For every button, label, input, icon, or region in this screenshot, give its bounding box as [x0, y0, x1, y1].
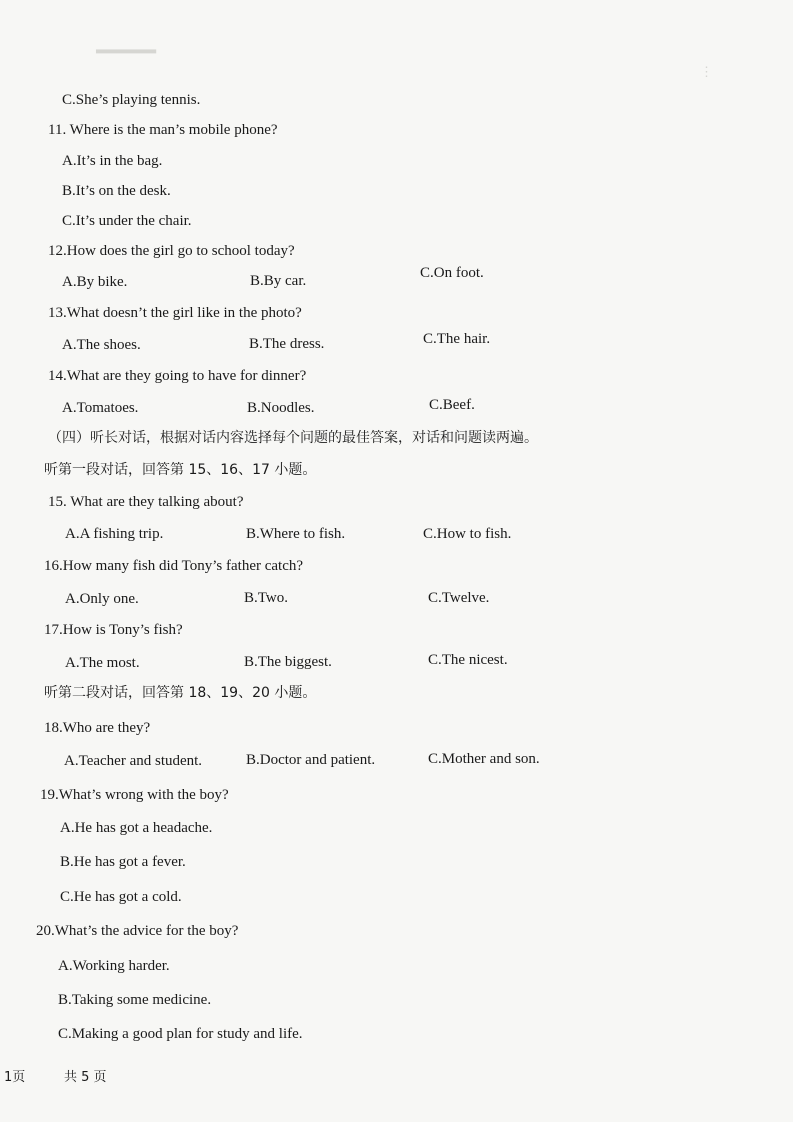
q14-option-a: A.Tomatoes.	[62, 400, 139, 416]
q19-option-a: A.He has got a headache.	[60, 820, 213, 836]
q16-option-b: B.Two.	[244, 590, 288, 606]
q17-option-a: A.The most.	[65, 655, 140, 671]
q12-option-b: B.By car.	[250, 273, 307, 289]
q11-option-b: B.It’s on the desk.	[62, 183, 171, 199]
question-15: 15. What are they talking about?	[48, 494, 244, 510]
q13-option-b: B.The dress.	[249, 336, 325, 352]
q11-option-c: C.It’s under the chair.	[62, 213, 192, 229]
q13-option-c: C.The hair.	[423, 331, 491, 347]
page-total: 共 5 页	[64, 1070, 107, 1085]
q15-option-a: A.A fishing trip.	[65, 526, 164, 542]
q16-option-a: A.Only one.	[65, 591, 139, 607]
q18-option-b: B.Doctor and patient.	[246, 752, 376, 768]
q14-option-b: B.Noodles.	[247, 400, 315, 416]
page-number: 1页	[4, 1070, 26, 1085]
q20-option-b: B.Taking some medicine.	[58, 992, 212, 1008]
bleed-through-mark: ▂▂▂▂▂▂	[96, 38, 156, 53]
q15-option-b: B.Where to fish.	[246, 526, 346, 542]
section-4-heading: （四）听长对话，根据对话内容选择每个问题的最佳答案，对话和问题读两遍。	[48, 430, 538, 446]
q15-option-c: C.How to fish.	[423, 526, 512, 542]
question-14: 14.What are they going to have for dinner?	[48, 368, 307, 384]
q12-option-a: A.By bike.	[62, 274, 128, 290]
bleed-through-mark: ⋮	[700, 64, 713, 79]
q13-option-a: A.The shoes.	[62, 337, 141, 353]
q17-option-c: C.The nicest.	[428, 652, 508, 668]
q19-option-b: B.He has got a fever.	[60, 854, 186, 870]
q18-option-a: A.Teacher and student.	[64, 753, 203, 769]
q17-option-b: B.The biggest.	[244, 654, 332, 670]
question-20: 20.What’s the advice for the boy?	[36, 923, 239, 939]
question-18: 18.Who are they?	[44, 720, 151, 736]
q19-option-c: C.He has got a cold.	[60, 889, 182, 905]
q20-option-c: C.Making a good plan for study and life.	[58, 1026, 303, 1042]
q11-option-a: A.It’s in the bag.	[62, 153, 163, 169]
question-13: 13.What doesn’t the girl like in the photo?	[48, 305, 302, 321]
question-17: 17.How is Tony’s fish?	[44, 622, 183, 638]
q16-option-c: C.Twelve.	[428, 590, 490, 606]
question-11: 11. Where is the man’s mobile phone?	[48, 122, 278, 138]
q18-option-c: C.Mother and son.	[428, 751, 540, 767]
q12-option-c: C.On foot.	[420, 265, 484, 281]
q10-option-c: C.She’s playing tennis.	[62, 92, 201, 108]
q20-option-a: A.Working harder.	[58, 958, 170, 974]
question-19: 19.What’s wrong with the boy?	[40, 787, 229, 803]
dialog-2-instruction: 听第二段对话，回答第 18、19、20 小题。	[44, 685, 317, 701]
question-12: 12.How does the girl go to school today?	[48, 243, 295, 259]
question-16: 16.How many fish did Tony’s father catch?	[44, 558, 304, 574]
dialog-1-instruction: 听第一段对话，回答第 15、16、17 小题。	[44, 462, 317, 478]
q14-option-c: C.Beef.	[429, 397, 475, 413]
